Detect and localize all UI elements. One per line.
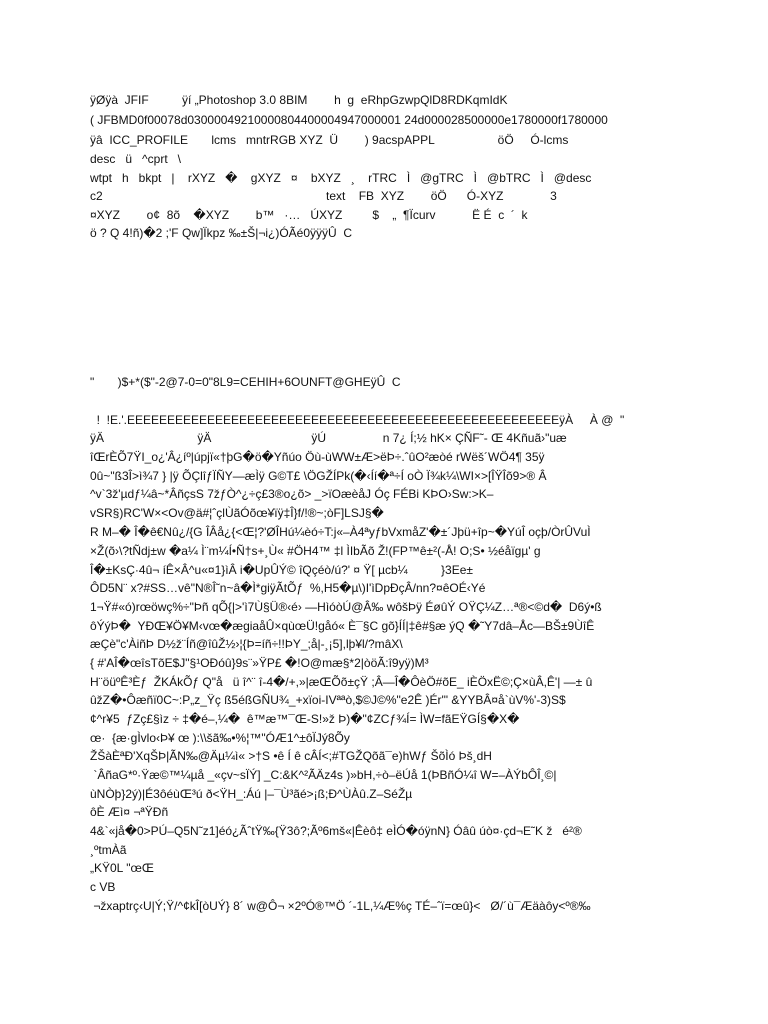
text-line: „KŸ0L "œŒ [90, 861, 154, 875]
text-line: ö ? Q 4!ñ)�2 ;'F Qw]Ïkpz ‰±Š|¬i¿)ÓÃé0ÿÿÿÛ C [90, 226, 353, 240]
text-line: R M–� Î�ê€Nû¿/{G ÎÂå¿{<Œ¦?'ØÎHú¼èó÷T:j«–À4ªyƒbVxmåZ'�±´Jþü+îp~�YúÎ oçþ/ÒrÛVuÌ [90, 525, 591, 539]
text-line: { #'AÎ�œîsTõE$J"§¹OÐóû}9s¨»ŸP£ �!O@mæ§*2|òöÃ:î9yÿ)M³ [90, 656, 429, 670]
text-line: vSR§)RC'W×<Ov@ä#¦ˆçlÙãÓõœ¥ïÿ‡Î}f/!®~;òF]LSJ§� [90, 506, 384, 520]
text-line: `ÂñaG*º·Ÿæ©™¼µå _«çv~sÏÝ] _C:&K^²ÃÄz4s )»bH,÷ò–ëÚå 1(ÞBñÓ¼î W=–ÀÝbÔÎ¸©| [90, 768, 557, 782]
text-line: ¸ºtmÀã [90, 843, 127, 857]
text-line: 0û~"ß3Î>ì¾7 } |ÿ ÕÇlîƒÏÑY—æÌÿ G©T£ \ÖGŽÍPk(�‹Íí�ª÷Í oÒ Ï¾k¼\WI×>[ÎŸÎõ9>® Â [90, 469, 547, 483]
text-line: ùNÒþ}2ý)|É3ôéùŒ³ú ð<ŸH_:Áú |–¯Ù³ãé>¡ß;Ð^ÙÀû.Z–SéŽµ [90, 787, 413, 801]
text-line: ^v`3ž'µdƒ¼â~*ÂñçsS 7žƒÒ^¿÷ç£3®o¿õ> _>ïOæèåJ Óç FÉBi KÞO›Sw:>K– [90, 487, 494, 501]
text-line: æÇè"c'ÀiñÞ D½ž¨Íñ@îûŽ½›¦{Þ=íñ÷!!ÞY_;å|-¸¡5],lþ¥l/?mâX\ [90, 637, 403, 651]
text-line: ÿâ ICC_PROFILE lcms mntrRGB XYZ Ü ) 9acspAPPL öÖ Ó-lcms [90, 133, 569, 147]
text-line: desc ü ^cprt \ [90, 152, 181, 166]
text-line: ¢^r¥5 ƒZç£§ìz ÷ ‡�é–,¼� ê™æ™¯Œ-S!»ž Þ)�"¢ZCƒ¾Í= ÌW=fãEŸGÍ§�X� [90, 712, 520, 726]
text-line: H¨öüºÊ³Èƒ ŽKÁkÕƒ Q"å ü î^¨ î-4�/+,»|æŒÕõ±çŸ ;Â—Î�ÔèÖ#õE_ iÈÖxË©;Ç×ùÂ,Ê'| —± û [90, 675, 593, 689]
text-line: c VB [90, 880, 116, 894]
text-line: ! !E.'.EEEEEEEEEEEEEEEEEEEEEEEEEEEEEEEEEEEEEEEEEEEEEEEEEEEEEEÿÀ À @ " [90, 413, 625, 427]
text-line: ôÈ Æì¤ ¬ªŸÐñ [90, 805, 169, 819]
text-line: ¬žxaptrç‹U|Ý;Ÿ/^¢kÎ[òUÝ} 8´ w@Ô¬ ×2ºÓ®™Ö ´-1L,¼Æ%ç TÉ–ˆï=œû}< Ø/´ù¯Æäàôy<º®‰ [90, 899, 591, 913]
text-line: ÿÄ ÿÄ ÿÚ n 7¿ Í;½ hK× ÇÑF˜- Œ 4Kñuã›"uæ [90, 431, 567, 445]
text-line: wtpt h bkpt | rXYZ � gXYZ ¤ bXYZ ¸ rTRC Ì @gTRC Ì @bTRC Ì @desc [90, 171, 592, 185]
text-line: ÔD5N¨ x?#SS…vê"N®Î˜n~â�Ì*giÿÃtÕƒ %,H5�µ\)I'ìDpÐçÂ/nn?¤êOÉ‹Yé [90, 581, 486, 595]
text-line: 4&`«jå�0>PÚ–Q5N˜z1]éó¿ÃˆtŸ‰{Ÿ3ô?;Ãº6mš«|Êèô‡ eÌÓ�óÿnN} Óâû úò¤·çd¬E˜K ž é²® [90, 824, 582, 838]
text-line: ÿØÿà JFIF ÿí „Photoshop 3.0 8BIM h g eRhpGzwpQlD8RDKqmIdK [90, 93, 508, 107]
text-line: c2 text FB XYZ öÖ Ó-XYZ 3 [90, 189, 557, 203]
text-line: œ· {æ·gÌvlo‹Þ¥ œ ):\\šã‰•%¦™"ÓÆ1^±ôÏJý8Õy [90, 731, 350, 745]
text-line: " )$+*($"-2@7-0=0"8L9=CEHIH+6OUNFT@GHEÿÛ C [90, 375, 401, 389]
text-line: îŒrÈÕ7ŸI_o¿'Â¿íº|úpjï«†þG�ö�Yñúo Öù-ùWW±Æ>ëÞ÷.ˆûO²æòé rWëš´WÖ4¶ 35ÿ [90, 450, 545, 464]
text-line: ×Ž(õ›\?tÑdj±w �a¼ Ì¨m¼Í•Ñ†s+¸Ù« #ÖH4™ ‡l ÌIbÃõ Ž!(FP™ê±²(-Å! O;S• ½éåïgµ' g [90, 544, 541, 558]
text-line: ¤XYZ o¢ 8õ �XYZ b™ ·… ÚXYZ $ „ ¶Ïcurv Ë É c ´ k [90, 208, 528, 222]
text-line: ôÝýÞ� YÐŒ¥Ö¥M‹vœ�ægiaåÛ×qùœÜ!gåó« È¯§C gõ}ÍÍ|‡ê#§æ ýQ �˜Y7dâ–Åc—BŠ±9ÙîÊ [90, 619, 595, 633]
text-line: 1¬Ÿ#«ó)rœöwç%÷"Þñ qÕ{|>'ì7Ù§Ü®‹é› —HìóòÚ@Â‰ wôšÞÿ ÉøûÝ OŸÇ¼Z…ª®<©d� D6ý•ß [90, 600, 602, 614]
text-line: ŽŠàÈªÐ'XqŠÞ|ÃN‰@Äµ¼ì« >†S •ê Í ê cÂÍ<;#TGŽQõã¯e)hWƒ ŠõÌó Þš¸dH [90, 749, 492, 763]
text-line: ( JFBMD0f00078d03000049210000804400004947000001 24d000028500000e1780000f1780000 [90, 113, 608, 127]
text-line: Î�±KsÇ·4û¬ íÊ×Â^u«¤1}ìÂ i�UpÛÝ© îQçéò/ú?' ¤ Ÿ[ µcb¼ }3Ee± [90, 563, 473, 577]
text-line: ûžZ�•Ôæñï0C~:P„z_Ÿç ß5éßGÑU¾_+xïoi-IVªªò,$©J©%"e2Ê )Ér'" &YYBÂ¤å`ùV%'-3)S$ [90, 693, 566, 707]
